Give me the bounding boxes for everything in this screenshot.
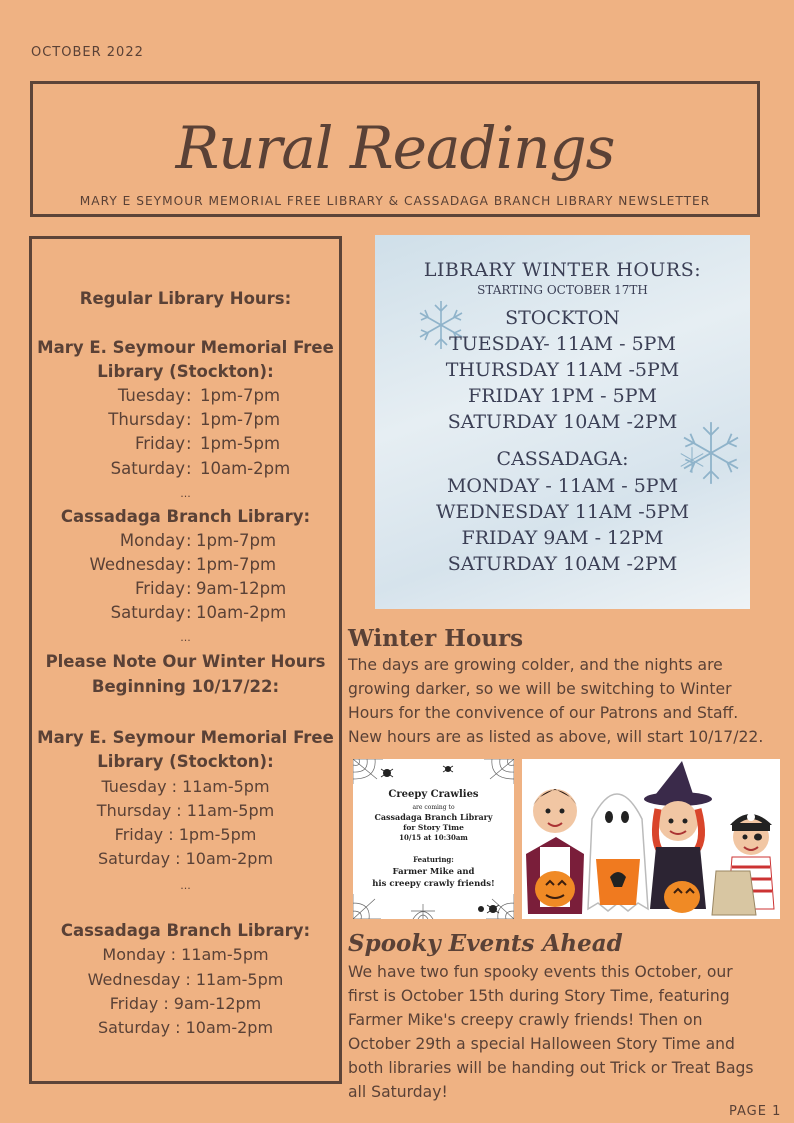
winter-card-hours-line: MONDAY - 11AM - 5PM [446, 475, 679, 497]
winter-hours-row: Tuesday : 11am-5pm [101, 777, 270, 796]
flyer-line: for Story Time [403, 823, 464, 832]
hours-day: Saturday [110, 603, 185, 622]
page-number: PAGE 1 [729, 1104, 782, 1119]
winter-hours-row: Wednesday : 11am-5pm [87, 970, 284, 989]
newsletter-subtitle: MARY E SEYMOUR MEMORIAL FREE LIBRARY & CASSADAGA BRANCH LIBRARY NEWSLETTER [79, 194, 711, 208]
sidebar-heading: Regular Library Hours: [79, 289, 292, 308]
paragraph-line: first is October 15th during Story Time, featuring [348, 987, 730, 1005]
paragraph-line: New hours are as listed as above, will start 10/17/22. [348, 728, 764, 746]
hours-day: Monday [119, 531, 185, 550]
separator-dots: ... [180, 631, 191, 644]
separator-dots: ... [180, 487, 191, 500]
winter-hours-row: Saturday : 10am-2pm [97, 849, 274, 868]
hours-time: 9am-12pm [196, 579, 287, 598]
winter-card-stockton-label: STOCKTON [505, 307, 620, 329]
hours-time: 1pm-7pm [196, 531, 277, 550]
winter-card-cassadaga-label: CASSADAGA: [496, 448, 629, 470]
winter-card-hours-line: WEDNESDAY 11AM -5PM [435, 501, 690, 523]
winter-hours-row: Thursday : 11am-5pm [96, 801, 275, 820]
stockton-name-line-2: Library (Stockton): [97, 752, 274, 771]
hours-time: 1pm-7pm [200, 410, 281, 429]
creepy-crawlies-flyer [353, 759, 514, 919]
hours-day: Saturday [110, 459, 185, 478]
cassadaga-name: Cassadaga Branch Library: [60, 507, 311, 526]
hours-time: 10am-2pm [200, 459, 291, 478]
winter-card-hours-line: TUESDAY- 11AM - 5PM [449, 333, 676, 355]
hours-time: 1pm-7pm [200, 386, 281, 405]
paragraph-line: Hours for the convivence of our Patrons and Staff. [348, 704, 739, 722]
stockton-name-line-1: Mary E. Seymour Memorial Free [37, 338, 334, 357]
hours-time: 1pm-7pm [196, 555, 277, 574]
winter-hours-row: Saturday : 10am-2pm [97, 1018, 274, 1037]
flyer-line: his creepy crawly friends! [372, 879, 495, 889]
paragraph-line: Farmer Mike's creepy crawly friends! Then on [348, 1011, 703, 1029]
spooky-article-heading: Spooky Events Ahead [348, 930, 623, 957]
spooky-article-body [348, 960, 788, 1104]
flyer-line: are coming to [412, 804, 455, 811]
hours-day: Tuesday [117, 386, 185, 405]
hours-day: Wednesday [89, 555, 185, 574]
halloween-kids-illustration [522, 759, 780, 919]
winter-card-hours-line: THURSDAY 11AM -5PM [445, 359, 680, 381]
paragraph-line: October 29th a special Halloween Story Time and [348, 1035, 735, 1053]
hours-sidebar: Regular Library Hours: Mary E. Seymour Memorial Free Library (Stockton): Tuesday : 1pm-7pm Thursday : 1pm-7pm Friday : 1pm-5pm Saturday : 10am-2pm ... Cassadaga Branch Library: Monday : 1pm-7pm Wednesday : 1pm-7pm Friday : 9am-12pm Saturday : 10am-2pm ... Please Note Our Winter Hours Beginning 10/17/22: Mary E. Seymour Memorial Free Library (Stockton): Tuesday : 11am-5pm Thursday : 11am-5pm Friday : 1pm-5pm Saturday : 10am-2pm ... Cassadaga Branch Library: Monday : 11am-5pm Wednesday : 11am-5pm Friday : 9am-12pm Saturday : 10am-2pm [29, 236, 342, 1084]
newsletter-title: Rural Readings [175, 114, 615, 182]
separator-dots: ... [180, 879, 191, 892]
paragraph-line: all Saturday! [348, 1083, 448, 1101]
winter-note-line-2: Beginning 10/17/22: [91, 677, 280, 696]
winter-hours-card [375, 235, 750, 609]
hours-day: Thursday [108, 410, 185, 429]
paragraph-line: growing darker, so we will be switching to Winter [348, 680, 732, 698]
stockton-name-line-1: Mary E. Seymour Memorial Free [37, 728, 334, 747]
winter-article-body [348, 653, 788, 749]
paragraph-line: both libraries will be handing out Trick or Treat Bags [348, 1059, 754, 1077]
masthead [30, 81, 760, 217]
paragraph-line: We have two fun spooky events this October, our [348, 963, 733, 981]
winter-hours-row: Friday : 9am-12pm [109, 994, 262, 1013]
winter-card-hours-line: SATURDAY 10AM -2PM [447, 411, 678, 433]
winter-card-title: LIBRARY WINTER HOURS: [423, 259, 702, 281]
paragraph-line: The days are growing colder, and the nights are [348, 656, 723, 674]
flyer-line: 10/15 at 10:30am [399, 833, 468, 842]
winter-card-hours-line: SATURDAY 10AM -2PM [447, 553, 678, 575]
flyer-line: Cassadaga Branch Library [374, 812, 493, 822]
hours-time: 1pm-5pm [200, 434, 281, 453]
flyer-line: Featuring: [413, 855, 454, 864]
winter-article-heading: Winter Hours [348, 625, 524, 652]
winter-card-hours-line: FRIDAY 9AM - 12PM [461, 527, 664, 549]
trick-or-treat-kids-icon [522, 759, 780, 919]
winter-card-hours-line: FRIDAY 1PM - 5PM [468, 385, 657, 407]
winter-hours-row: Monday : 11am-5pm [102, 945, 269, 964]
flyer-title: Creepy Crawlies [388, 789, 479, 800]
hours-day: Friday [134, 434, 185, 453]
flyer-line: Farmer Mike and [392, 867, 475, 877]
newsletter-date: OCTOBER 2022 [31, 45, 144, 60]
winter-hours-row: Friday : 1pm-5pm [114, 825, 257, 844]
stockton-name-line-2: Library (Stockton): [97, 362, 274, 381]
cassadaga-name: Cassadaga Branch Library: [60, 921, 311, 940]
hours-time: 10am-2pm [196, 603, 287, 622]
winter-note-line-1: Please Note Our Winter Hours [45, 652, 326, 671]
hours-day: Friday [134, 579, 185, 598]
winter-card-subtitle: STARTING OCTOBER 17TH [477, 283, 648, 297]
